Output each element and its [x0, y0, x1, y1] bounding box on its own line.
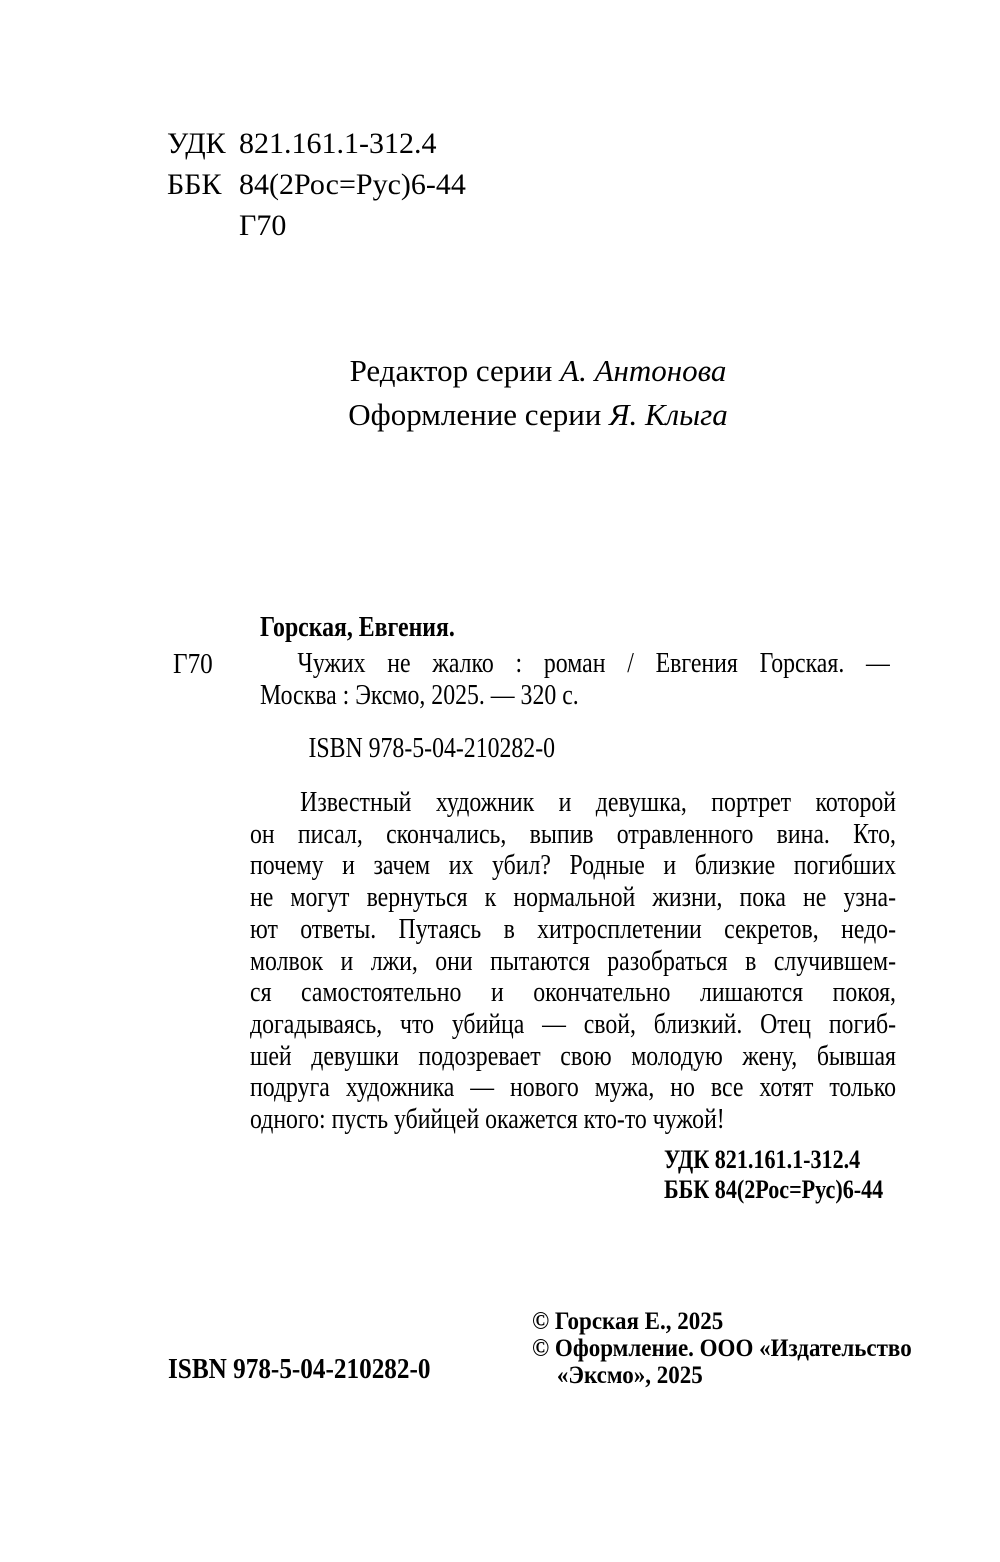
series-credits — [188, 349, 888, 437]
footer-isbn: ISBN 978-5-04-210282-0 — [168, 1354, 431, 1385]
annotation-line: подруга художника — нового мужа, но все хотят только — [250, 1072, 896, 1104]
author-code-spacer — [167, 205, 239, 246]
series-editor-line — [188, 349, 888, 393]
card-author: Горская, Евгения. — [260, 612, 455, 643]
series-design-name: Я. Клыга — [609, 397, 728, 432]
catalog-card — [260, 612, 890, 765]
bbk-value: 84(2Рос=Рус)6-44 — [239, 168, 466, 201]
copyright-author: © Горская Е., 2025 — [532, 1308, 724, 1335]
bottom-bbk: ББК 84(2Рос=Рус)6-44 — [664, 1174, 884, 1204]
bottom-udk: УДК 821.161.1-312.4 — [664, 1145, 861, 1174]
annotation-line: не могут вернуться к нормальной жизни, пока не узна- — [250, 882, 896, 914]
udk-label: УДК — [167, 127, 226, 160]
series-editor-prefix: Редактор серии — [349, 353, 561, 388]
udk-value: 821.161.1-312.4 — [239, 127, 437, 160]
annotation-line: Известный художник и девушка, портрет которой — [300, 787, 896, 818]
bottom-catalog-codes — [664, 1145, 883, 1204]
series-design-line — [188, 393, 888, 437]
bbk-row — [167, 164, 466, 205]
copyright-design-cont: «Эксмо», 2025 — [556, 1362, 703, 1389]
annotation-line: шей девушки подозревает свою молодую жену, бывшая — [250, 1040, 896, 1072]
series-design-prefix: Оформление серии — [348, 397, 610, 432]
annotation — [250, 787, 896, 1136]
card-title-line: Чужих не жалко : роман / Евгения Горская. — — [297, 648, 890, 679]
copyright-design: © Оформление. ООО «Издательство — [532, 1335, 912, 1362]
annotation-line: почему и зачем их убил? Родные и близкие погибших — [250, 850, 896, 882]
copyright-block — [532, 1308, 912, 1389]
author-code-row — [167, 205, 466, 246]
annotation-line: он писал, скончались, выпив отравленного вина. Кто, — [250, 818, 896, 850]
annotation-line: догадываясь, что убийца — свой, близкий. Отец погиб- — [250, 1008, 896, 1040]
annotation-line: ют ответы. Путаясь в хитросплетении секретов, недо- — [250, 913, 896, 945]
card-isbn: ISBN 978-5-04-210282-0 — [308, 733, 556, 764]
top-catalog-codes — [167, 123, 466, 246]
annotation-line: одного: пусть убийцей окажется кто-то чужой! — [250, 1104, 725, 1136]
card-imprint-line: Москва : Эксмо, 2025. — 320 с. — [260, 680, 579, 711]
udk-row — [167, 123, 466, 164]
series-editor-name: А. Антонова — [560, 353, 727, 388]
annotation-line: молвок и лжи, они пытаются разобраться в случившем- — [250, 945, 896, 977]
card-margin-code: Г70 — [173, 649, 213, 680]
author-code: Г70 — [239, 209, 287, 242]
annotation-line: ся самостоятельно и окончательно лишаются покоя, — [250, 977, 896, 1009]
bbk-label: ББК — [167, 168, 222, 201]
